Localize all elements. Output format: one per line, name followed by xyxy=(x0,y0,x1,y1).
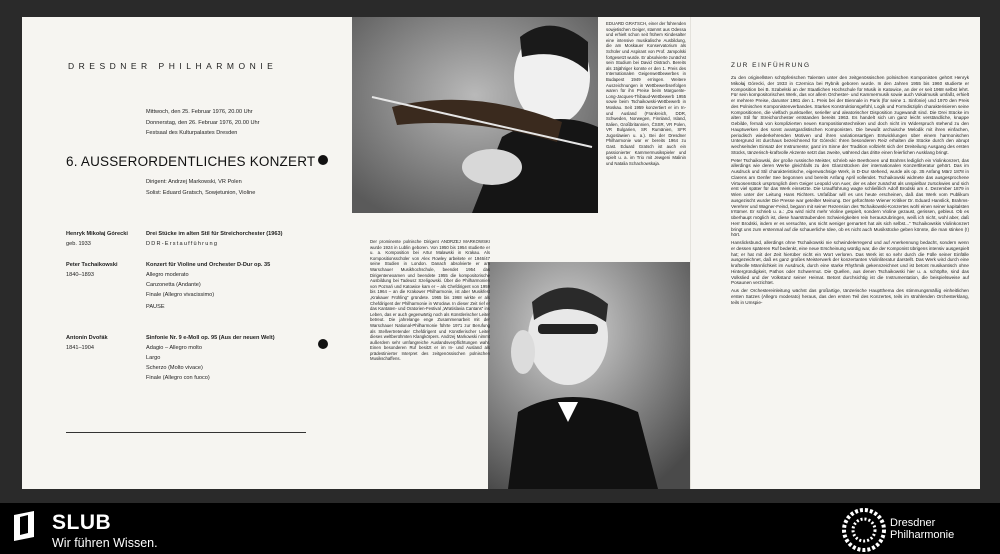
composer xyxy=(66,260,144,280)
movement: Allegro moderato xyxy=(146,272,189,278)
panel-introduction xyxy=(690,17,981,489)
movement: Largo xyxy=(146,355,161,361)
footer-bar xyxy=(0,503,1000,554)
slub-logo-icon xyxy=(12,511,42,541)
venue-line: Festsaal des Kulturpalastes Dresden xyxy=(146,130,238,136)
conductor-line: Dirigent: Andrzej Markowski, VR Polen xyxy=(146,179,242,185)
date-line: Donnerstag, den 26. Februar 1976, 20.00 Uhr xyxy=(146,119,260,126)
slub-tagline: Wir führen Wissen. xyxy=(52,536,158,550)
work-title: Konzert für Violine und Orchester D-Dur op. 35 xyxy=(146,262,271,268)
caption-markowski: Der prominente polnische Dirigent ANDRZEJ MARKOWSKI wurde 1924 in Lublin geboren. Von 1950 bis 1954 studierte er u. a. Komposition bei Artur Malawski in Krakau. Als Kompositionsschüler von Alex Rowley arbeitete er 1946/47 seine Studien in London. Danach absolvierte er am Warschauer Musikhochschule, beendet 1954 das Dirigentenexamen und beendete 1955 die kompositorische Ausbildung bei Tadeusz Szeligowski. Über die Philharmonien von Poznań und Katowice kam er – als Chefdirigent von 1959 bis 1964 – an die Krakower Philharmonie, ist aber Musikfest „Krakauer Frühling“ gründete. 1965 bis 1968 wirkte er als Chefdirigent der Philharmonie in Wrocław. In dieser Zeit rief er das Kantaten- und Oratorien-Festival „Wratislavia Cantans“ ins Leben, das er auch gegenwärtig noch als Künstlerischer Leiter betreut. Die jahrelange enge Zusammenarbeit mit der Warschauer National-Philharmonie führte 1971 zur Berufung als Stellvertretender Chefdirigent und Künstlerischer Leiter dieses weltberühmten Klangkörpers. Andrzej Markowski nimmt außerdem sehr umfangreiche Auslandsverpflichtungen wahr. Einen besonderen Ruf besitzt er im In- und Ausland als prädestinierter Interpret des zeitgenössischen polnischen Musikschaffens. xyxy=(370,239,490,362)
introduction-paragraph: Peter Tschaikowski, der große russische Meister, schrieb wie Beethoven und Brahms lediglich ein Violinkonzert, das allerdings wie deren Werke gleichfalls zu den Glanzstücken der internationalen Konzertliteratur gehört. Das im Ausdruck und Stil charakteristische, eigenwüchsige Werk, in D-Dur stehend, wurde als op. 35 Anfang März 1878 in Clarens am Genfer See begonnen und bereits Anfang April vollendet. Tschaikowski widmete das ausgesprochene Virtuosenstück ursprünglich dem Geiger Leopold von Auer, der es aber zunächst als unspielbar zurückwies und sich erst viel später für das Werk einsetzte. Die Uraufführung wagte schließlich Adolf Brodski am 4. Dezember 1879 in Wien unter der Leitung Hans Richters. Unfaßbar will es uns heute erscheinen, daß das Werk vom Publikum ausgezischt wurde! Die Presse war geteilter Meinung. Der gefürchtete Wiener Kritiker Dr. Eduard Hanslick, Brahms-Verehrer und Wagner-Feind, begann mit seiner Rezension des Tschaikowski-Konzertes wohl einen seiner kapitalsten Irrtümer. Er schrieb u. a.: „Da wird nicht mehr Violine gespielt, sondern Violine gezaust, gerissen, gebleut. Ob es überhaupt möglich ist, diese haarsträubenden Schwierigkeiten rein herauszubringen, weiß ich nicht, wohl aber, daß Herr Brodski, indem er es versuchte, uns nicht weniger gemartert hat als sich selbst...“ Tschaikowskis Violinkonzert bringt uns zum erstenmal auf die schauerliche Idee, ob es nicht auch Musikstücke geben könnte, die man stinken (!) hört. xyxy=(731,157,969,238)
work xyxy=(146,333,336,383)
program-sheet xyxy=(22,17,980,489)
photo-conductor-image xyxy=(488,262,690,489)
caption-gratsch: EDUARD GRATSCH, einer der führenden sowjetischen Geiger, stammt aus Odessa und erhielt schon seit frühem Kindesalter eine intensive musikalische Ausbildung, die am Moskauer Konservatorium als Schüler und Aspirant von Prof. Jampolski fortgesetzt wurde. Er absolvierte zunächst sein Studium bei David Oistrach. Bereits als 15jähriger konnte er den 1. Preis des Internationalen Geigenwettbewerbes in Budapest 1949 erringen. Weitere Auszeichnungen in Wettbewerbserfolgen waren für ihn Preise beim Marguerite-Long-Jacques-Thibaud-Wettbewerb 1955 sowie beim Tschaikowski-Wettbewerb in Moskau. Seit 1959 konzertiert er im In- und Ausland (Frankreich, DDR, Schweden, Norwegen, Finnland, Island, Italien, Großbritannien, ČSSR, VR Polen, VR Bulgarien, SR Rumänien, SFR Jugoslawien u. a.). Bei der Dresdner Philharmonie war er bereits 1964 zu Gast. Eduard Gratsch ist auch ein passionierter Kammermusikspieler und spielt u. a. im Trio mit Jewgeni Malinin und Natalia Schachowskaja. xyxy=(606,21,687,166)
composer xyxy=(66,333,144,353)
introduction-paragraph: Hanslicksbund, allerdings ohne Tschaikowski nie schwindelerregend und auf Anerkennung bedacht, sondern wenn er dessen späteren Ruf bedenkt, eine neue Erscheinung würdig war, die der Komponist übrigens intensiv ausgespielt hat; er hat mit der Zeit hierüber nicht ein Wort verloren. Das Werk ist so sehr durch die Fülle seiner Einfälle ausgezeichnet, daß es ganz großes Meisterwerk der konzertanten Violinliteratur darstellt. Das Werk wird durch eine kraftvolle Männlichkeit im Ausdruck, durch eine starke Rhythmik gekennzeichnet und ist betont musikantisch ohne Hintergründigkeit, Pathos oder Schwermut. Die Quellen, aus denen Tschaikowski hier u. a. schöpfte, sind das Volkslied und der Volkstanz seiner Heimat. Betont durchsichtig ist die Instrumentation, die beispielsweise auf Posaunen verzichtet. xyxy=(731,240,969,286)
concert-dates xyxy=(146,107,260,139)
punch-hole xyxy=(318,155,328,165)
philharmonie-logo-icon xyxy=(842,508,886,552)
photo-violinist xyxy=(352,17,598,213)
divider-line xyxy=(66,432,306,433)
composer-name: Antonín Dvořák xyxy=(66,335,108,341)
program-item xyxy=(66,229,336,259)
performers xyxy=(146,177,255,199)
photo-violinist-image xyxy=(352,17,598,213)
slub-logo-text: SLUB xyxy=(52,511,112,534)
composer-years: 1840–1893 xyxy=(66,272,94,278)
soloist-line: Solist: Eduard Gratsch, Sowjetunion, Violine xyxy=(146,190,256,196)
movement: Finale (Allegro con fuoco) xyxy=(146,375,210,381)
composer xyxy=(66,229,144,249)
photo-conductor xyxy=(488,262,690,489)
work-title: Sinfonie Nr. 9 e-Moll op. 95 (Aus der neuen Welt) xyxy=(146,335,275,341)
orchestra-header: DRESDNER PHILHARMONIE xyxy=(68,61,278,71)
composer-name: Henryk Mikołaj Górecki xyxy=(66,231,128,237)
composer-name: Peter Tschaikowski xyxy=(66,262,118,268)
introduction-paragraph: Zu den originellsten schöpferischen Talenten unter den zeitgenössischen polnischen Komponisten gehört Henryk Mikołaj Górecki, der 1933 in Czernica bei Rybnik geboren wurde. In den Jahren 1955 bis 1960 studierte er Komposition bei B. Szabelski an der Staatlichen Hochschule für Musik in Katowice, an der er seit 1968 selbst lehrt. Für sein kompositorisches Werk, das vor allem Orchester- und Kammermusik sowie auch Vokalmusik umfaßt, erhielt er mehrere Preise, darunter 1961 den 1. Preis bei der Biennale in Paris (für seine 1. Sinfonie) und 1970 den Preis des Polnischen Komponistenverbandes. Starkes Konstruktionsgefühl, Logik und Formdisziplin charakterisieren seine Kompositionen, die vielfach punktueller, serieller und aleatorischer Disposition zugewandt sind. Die Drei Stücke im alten Stil für Streichorchester entstanden bereits 1963. Es handelt sich um ganz leicht verständliche, knappe Gebilde, fernab von komplizierten neuen Kompositionstechniken und doch nicht im Widerspruch stehend zu den Hauptwerken des sonst avantgardistischen Komponisten. Die bewußt archaische Melodik mit ihren einfachen, periodisch wiederkehrenden Motiven und ihren variationsartigen Entwicklungen über einem harmonischen Untergrund ist durchaus bezeichnend für Górecki: Ihren besonderen Reiz erhalten die Stücke durch den abrupt wechselnden Einsatz der Instrumente; ganz im Sinne der Tradition vollzieht sich der Dreiteilung Ausgang des ersten Stücks, tänzerisch-kraftvolle Akzente setzt das zweite, während das dritte einen feierlichen Ausklang bringt. xyxy=(731,75,969,155)
introduction-text xyxy=(731,75,969,307)
philharmonie-name-line: Dresdner xyxy=(890,517,936,529)
philharmonie-name-line: Philharmonie xyxy=(890,529,955,541)
composer-years: 1841–1904 xyxy=(66,345,94,351)
movement: Adagio – Allegro molto xyxy=(146,345,202,351)
philharmonie-logo-text xyxy=(890,517,954,541)
work xyxy=(146,260,336,300)
movement: Finale (Allegro vivacissimo) xyxy=(146,292,215,298)
pause-label: PAUSE xyxy=(146,304,165,310)
date-line: Mittwoch, den 25. Februar 1976, 20.00 Uhr xyxy=(146,109,253,115)
concert-title: 6. AUSSERORDENTLICHES KONZERT xyxy=(66,154,316,169)
work xyxy=(146,229,336,249)
program-item xyxy=(66,333,336,393)
introduction-paragraph: Aus der Orchestereinleitung wächst das großartige, tänzerische Hauptthema des stimmungsmäßig einheitlichen ersten Satzes (Allegro moderato) heraus, das den ersten Teil des Konzertes, teils im strahlenden Orchesterklang, teils in Umspie- xyxy=(731,288,969,305)
panel-photos xyxy=(352,17,690,489)
movement: Canzonetta (Andante) xyxy=(146,282,201,288)
composer-years: geb. 1933 xyxy=(66,241,91,247)
program-item xyxy=(66,260,336,300)
work-title: Drei Stücke im alten Stil für Streichorchester (1963) xyxy=(146,231,283,237)
introduction-heading: ZUR EINFÜHRUNG xyxy=(731,62,811,69)
work-note: DDR-Erstaufführung xyxy=(146,241,219,247)
punch-hole xyxy=(318,339,328,349)
panel-program xyxy=(22,17,352,489)
movement: Scherzo (Molto vivace) xyxy=(146,365,203,371)
